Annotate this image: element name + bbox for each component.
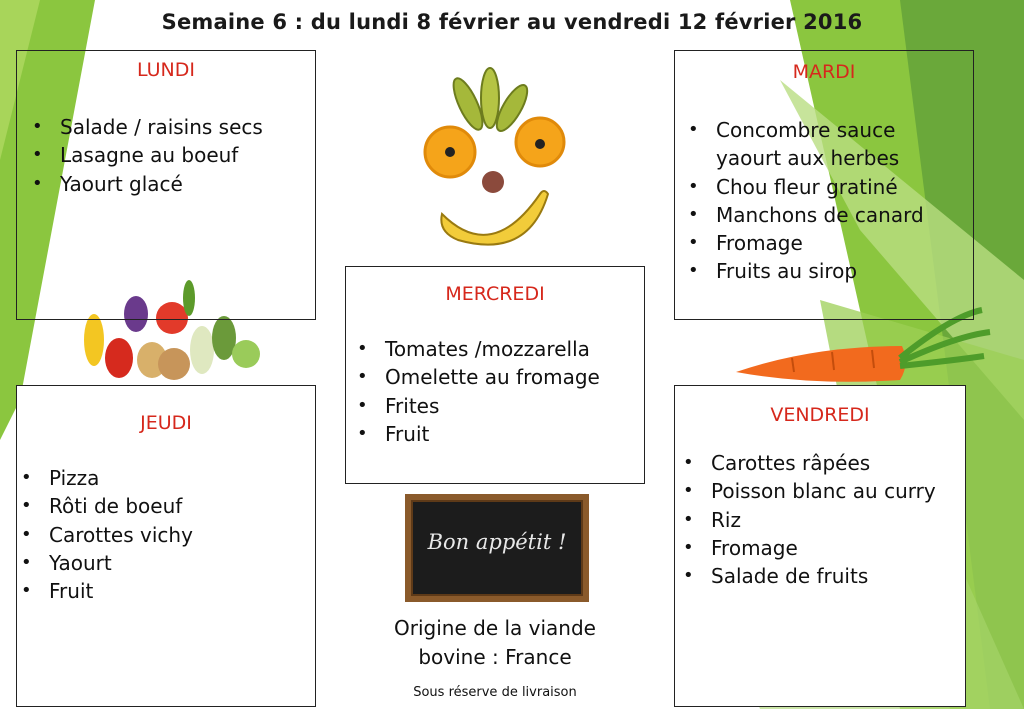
menu-item: yaourt aux herbes: [716, 146, 900, 171]
day-label-lundi: LUNDI: [137, 59, 195, 81]
menu-item: • Fromage: [688, 229, 973, 257]
chalkboard-text: Bon appétit !: [427, 530, 567, 554]
menu-item: • Salade / raisins secs: [32, 113, 315, 141]
menu-item: • Salade de fruits: [683, 562, 965, 590]
disclaimer: Sous réserve de livraison: [413, 685, 577, 700]
menu-item: • Chou fleur gratiné: [688, 173, 973, 201]
banana-icon: [441, 191, 548, 245]
mercredi-box: [345, 266, 645, 484]
vendredi-box: [674, 385, 966, 707]
mardi-box: [674, 50, 974, 320]
menu-item: • Riz: [683, 506, 965, 534]
day-label-jeudi: JEUDI: [140, 412, 192, 434]
lundi-box: [16, 50, 316, 320]
menu-item: • Carottes râpées: [683, 449, 965, 477]
menu-item: • Poisson blanc au curry: [683, 477, 965, 505]
menu-item: • Carottes vichy: [21, 521, 315, 549]
menu-item: • Concombre sauce: [688, 116, 973, 144]
menu-item: • Tomates /mozzarella: [357, 335, 644, 363]
origin-line-1: Origine de la viande: [394, 616, 596, 640]
menu-item: • Manchons de canard: [688, 201, 973, 229]
menu-item: • Yaourt: [21, 549, 315, 577]
page-title: Semaine 6 : du lundi 8 février au vendredi 12 février 2016: [161, 10, 863, 34]
leaf-icon: [448, 68, 533, 135]
orange-slice-icon: [425, 127, 475, 177]
menu-item: • Fruit: [21, 577, 315, 605]
orange-slice-icon: [516, 118, 564, 166]
menu-item: • Fruits au sirop: [688, 257, 973, 285]
jeudi-box: [16, 385, 316, 707]
menu-item: • Yaourt glacé: [32, 170, 315, 198]
menu-item: • Fruit: [357, 420, 644, 448]
origin-line-2: bovine : France: [418, 645, 572, 669]
day-label-mardi: MARDI: [792, 61, 856, 83]
menu-item: • Fromage: [683, 534, 965, 562]
menu-item: • Frites: [357, 392, 644, 420]
menu-item: • Pizza: [21, 464, 315, 492]
nut-icon: [482, 171, 504, 193]
day-label-mercredi: MERCREDI: [445, 283, 545, 305]
menu-item: • Lasagne au boeuf: [32, 141, 315, 169]
menu-item: • Rôti de boeuf: [21, 492, 315, 520]
day-label-vendredi: VENDREDI: [770, 404, 870, 426]
fruit-face-illustration: [420, 64, 580, 260]
chalkboard: [405, 494, 589, 602]
menu-item: • Omelette au fromage: [357, 363, 644, 391]
